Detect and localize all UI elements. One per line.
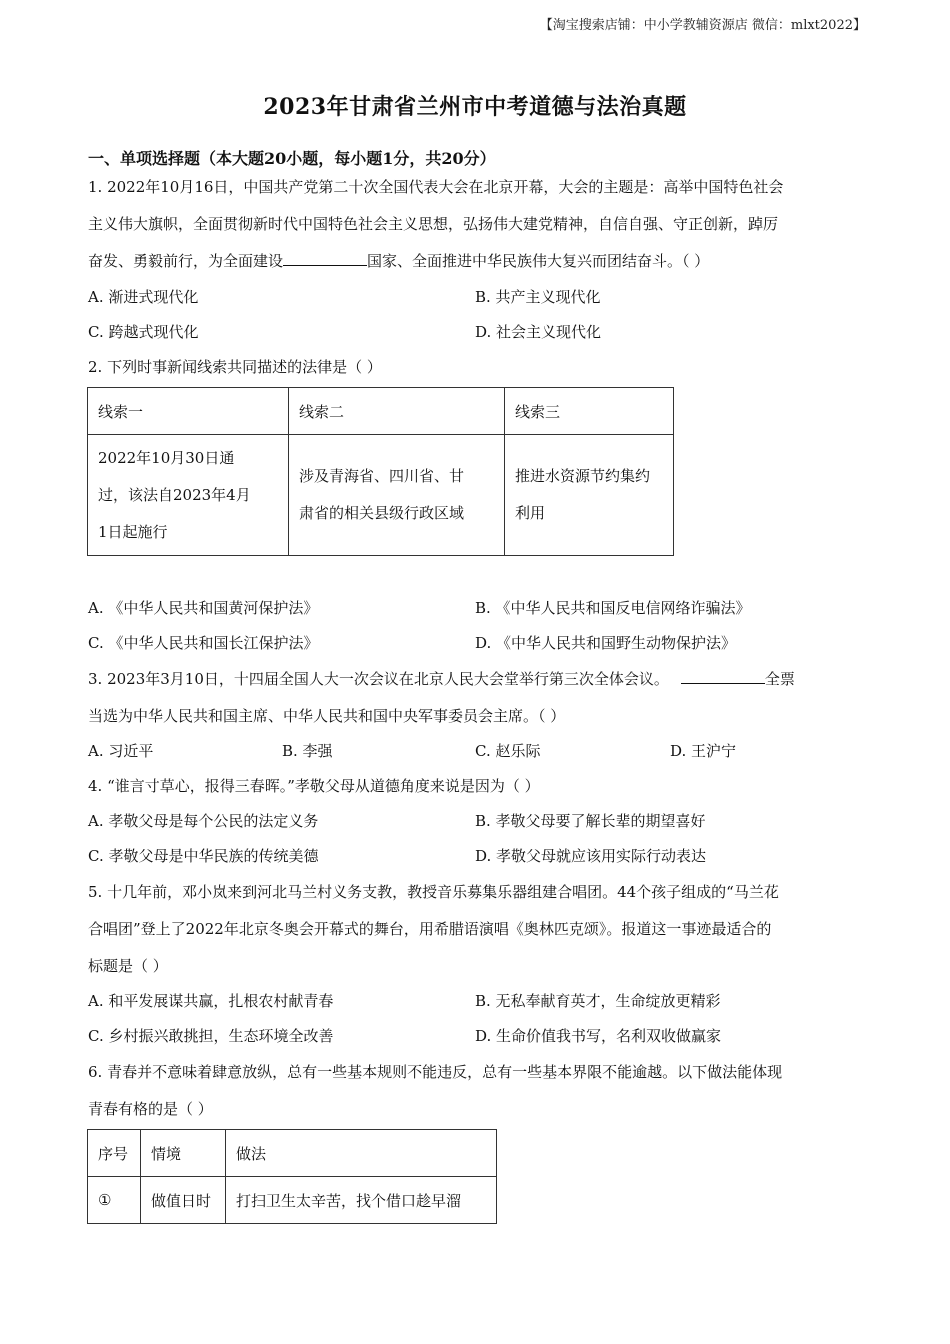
q2-option-c: C. 《中华人民共和国长江保护法》 xyxy=(88,634,319,652)
q3-stem-pre: 3. 2023年3月10日，十四届全国人大一次会议在北京人民大会堂举行第三次全体会议。 xyxy=(88,670,669,688)
q1-stem-line2: 主义伟大旗帜，全面贯彻新时代中国特色社会主义思想，弘扬伟大建党精神，自信自强、守正创新，踔厉 xyxy=(88,215,779,233)
q6-stem-line2: 青春有格的是（ ） xyxy=(88,1100,213,1118)
q2-option-b: B. 《中华人民共和国反电信网络诈骗法》 xyxy=(475,599,751,617)
q5-option-b: B. 无私奉献育英才，生命绽放更精彩 xyxy=(475,992,721,1010)
q3-option-c: C. 赵乐际 xyxy=(475,742,541,760)
answer-blank xyxy=(681,669,765,684)
cell-line: 2022年10月30日通 xyxy=(98,448,235,467)
q1-option-a: A. 渐进式现代化 xyxy=(88,288,199,306)
q4-option-d: D. 孝敬父母就应该用实际行动表达 xyxy=(475,847,707,865)
q1-option-c: C. 跨越式现代化 xyxy=(88,323,199,341)
cell-line: 肃省的相关县级行政区域 xyxy=(299,504,465,522)
q3-stem-line2: 当选为中华人民共和国主席、中华人民共和国中央军事委员会主席。（ ） xyxy=(88,707,566,725)
q3-stem-post: 全票 xyxy=(764,670,795,688)
table-header-cell: 做法 xyxy=(226,1130,497,1177)
table-cell: ① xyxy=(88,1177,141,1224)
table-header-cell: 线索二 xyxy=(289,388,505,435)
table-header-cell: 序号 xyxy=(88,1130,141,1177)
table-cell xyxy=(88,435,289,556)
cell-line: 过，该法自2023年4月 xyxy=(98,485,251,504)
q3-stem-line1 xyxy=(88,668,795,689)
q1-option-b: B. 共产主义现代化 xyxy=(475,288,601,306)
q1-option-d: D. 社会主义现代化 xyxy=(475,323,602,341)
q2-option-d: D. 《中华人民共和国野生动物保护法》 xyxy=(475,634,737,652)
table-cell: 做值日时 xyxy=(141,1177,226,1224)
q6-stem-line1: 6. 青春并不意味着肆意放纵，总有一些基本规则不能违反，总有一些基本界限不能逾越。以下做法能体现 xyxy=(88,1063,783,1081)
q4-stem: 4. “谁言寸草心，报得三春晖。”孝敬父母从道德角度来说是因为（ ） xyxy=(88,777,540,795)
answer-blank xyxy=(283,251,367,266)
q5-option-d: D. 生命价值我书写，名利双收做赢家 xyxy=(475,1027,722,1045)
q1-stem-line1: 1. 2022年10月16日，中国共产党第二十次全国代表大会在北京开幕，大会的主题是：高举中国特色社会 xyxy=(88,178,784,196)
cell-line: 利用 xyxy=(515,504,546,522)
q4-option-b: B. 孝敬父母要了解长辈的期望喜好 xyxy=(475,812,706,830)
cell-line: 涉及青海省、四川省、甘 xyxy=(299,467,465,485)
table-header-cell: 线索三 xyxy=(505,388,674,435)
q1-stem-pre: 奋发、勇毅前行，为全面建设 xyxy=(88,252,284,270)
q2-stem: 2. 下列时事新闻线索共同描述的法律是（ ） xyxy=(88,358,382,376)
q5-stem-line3: 标题是（ ） xyxy=(88,957,168,975)
q1-stem-line3 xyxy=(88,250,709,271)
q5-stem-line2: 合唱团”登上了2022年北京冬奥会开幕式的舞台，用希腊语演唱《奥林匹克颂》。报道这一事迹最适合的 xyxy=(88,920,772,938)
shop-watermark: 【淘宝搜索店铺：中小学教辅资源店 微信：mlxt2022】 xyxy=(539,18,866,33)
q5-option-a: A. 和平发展谋共赢，扎根农村献青春 xyxy=(88,992,334,1010)
cell-line: 推进水资源节约集约 xyxy=(515,467,651,485)
q2-option-a: A. 《中华人民共和国黄河保护法》 xyxy=(88,599,319,617)
table-cell xyxy=(505,435,674,556)
table-header-cell: 线索一 xyxy=(88,388,289,435)
q6-scenario-table xyxy=(87,1129,497,1224)
table-cell xyxy=(289,435,505,556)
q3-option-a: A. 习近平 xyxy=(88,742,154,760)
q5-stem-line1: 5. 十几年前，邓小岚来到河北马兰村义务支教，教授音乐募集乐器组建合唱团。44个孩子组成的“马兰花 xyxy=(88,883,779,901)
q3-option-d: D. 王沪宁 xyxy=(670,742,737,760)
q1-stem-post: 国家、全面推进中华民族伟大复兴而团结奋斗。（ ） xyxy=(367,252,710,270)
q4-option-c: C. 孝敬父母是中华民族的传统美德 xyxy=(88,847,319,865)
q5-option-c: C. 乡村振兴敢挑担，生态环境全改善 xyxy=(88,1027,334,1045)
section-heading: 一、单项选择题（本大题20小题，每小题1分，共20分） xyxy=(88,149,496,168)
table-cell: 打扫卫生太辛苦，找个借口趁早溜 xyxy=(226,1177,497,1224)
page-title: 2023年甘肃省兰州市中考道德与法治真题 xyxy=(263,94,687,120)
table-header-cell: 情境 xyxy=(141,1130,226,1177)
q3-option-b: B. 李强 xyxy=(282,742,333,760)
q4-option-a: A. 孝敬父母是每个公民的法定义务 xyxy=(88,812,319,830)
q2-clue-table xyxy=(87,387,674,556)
cell-line: 1日起施行 xyxy=(98,522,168,541)
